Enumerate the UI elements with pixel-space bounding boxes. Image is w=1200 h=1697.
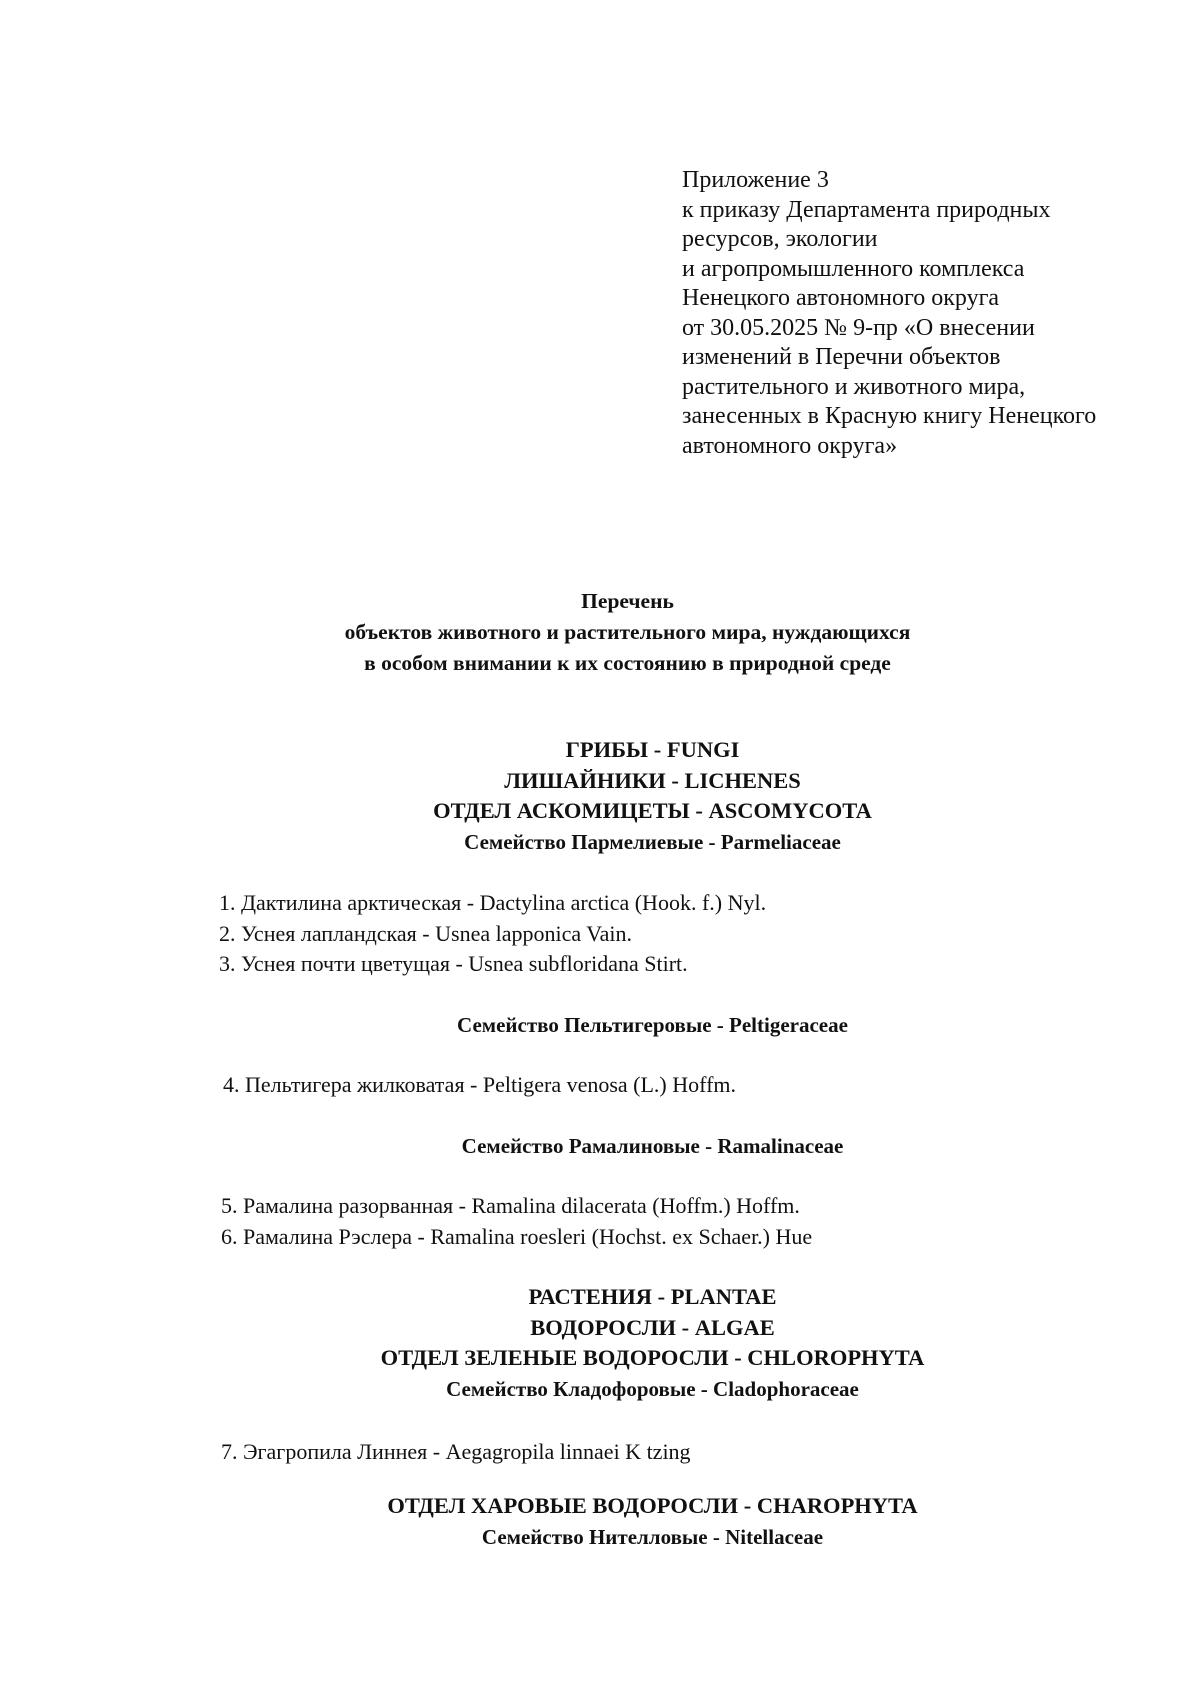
list-item: 2. Уснея лапландская - Usnea lapponica Vain. bbox=[219, 920, 633, 946]
heading-line: ВОДОРОСЛИ - ALGAE bbox=[530, 1314, 775, 1340]
appendix-line: Ненецкого автономного округа bbox=[682, 285, 1000, 311]
heading-line: ОТДЕЛ АСКОМИЦЕТЫ - ASCOMYCOTA bbox=[433, 798, 872, 823]
title-line: Перечень bbox=[581, 589, 674, 613]
section-heading-plantae bbox=[0, 1282, 1200, 1404]
heading-line: ЛИШАЙНИКИ - LICHENES bbox=[504, 767, 801, 793]
title-line: в особом внимании к их состоянию в природной среде bbox=[364, 651, 891, 675]
section-heading-fungi bbox=[0, 735, 1200, 857]
section-heading-ramalinaceae bbox=[0, 1131, 1200, 1162]
list-item: 6. Рамалина Рэслера - Ramalina roesleri (Hochst. ex Schaer.) Hue bbox=[221, 1223, 813, 1249]
list-item: 3. Уснея почти цветущая - Usnea subfloridana Stirt. bbox=[219, 951, 688, 976]
appendix-line: к приказу Департамента природных bbox=[682, 196, 1051, 223]
heading-line: ГРИБЫ - FUNGI bbox=[565, 737, 740, 762]
list-item: 5. Рамалина разорванная - Ramalina dilacerata (Hoffm.) Hoffm. bbox=[221, 1193, 800, 1218]
appendix-line: занесенных в Красную книгу Ненецкого bbox=[682, 403, 1097, 429]
family-heading: Семейство Нителловые - Nitellaceae bbox=[481, 1524, 824, 1549]
heading-line: ОТДЕЛ ЗЕЛЕНЫЕ ВОДОРОСЛИ - CHLOROPHYTA bbox=[380, 1345, 925, 1370]
appendix-line: растительного и животного мира, bbox=[682, 373, 1026, 400]
appendix-line: от 30.05.2025 № 9-пр «О внесении bbox=[682, 314, 1035, 341]
family-heading: Семейство Пармелиевые - Parmeliaceae bbox=[464, 829, 841, 854]
title-line: объектов животного и растительного мира, нуждающихся bbox=[344, 620, 911, 644]
list-item: 4. Пельтигера жилковатая - Peltigera venosa (L.) Hoffm. bbox=[223, 1072, 737, 1097]
document-title bbox=[0, 586, 1200, 679]
list-item: 7. Эгагропила Линнея - Aegagropila linnaei K tzing bbox=[221, 1439, 691, 1464]
list-item: 1. Дактилина арктическая - Dactylina arctica (Hook. f.) Nyl. bbox=[219, 890, 767, 915]
family-heading: Семейство Рамалиновые - Ramalinaceae bbox=[461, 1134, 844, 1158]
section-heading-peltigeraceae bbox=[0, 1010, 1200, 1041]
species-list-parmeliaceae bbox=[219, 888, 766, 980]
species-list-peltigeraceae bbox=[223, 1070, 736, 1101]
heading-line: РАСТЕНИЯ - PLANTAE bbox=[528, 1284, 777, 1309]
appendix-line: ресурсов, экологии bbox=[682, 226, 878, 252]
species-list-ramalinaceae bbox=[221, 1191, 812, 1252]
appendix-line: изменений в Перечни объектов bbox=[682, 344, 1001, 370]
appendix-note bbox=[682, 166, 1182, 461]
appendix-line: и агропромышленного комплекса bbox=[682, 255, 1025, 282]
appendix-line: автономного округа» bbox=[682, 432, 898, 459]
species-list-cladophoraceae bbox=[221, 1437, 691, 1468]
family-heading: Семейство Пельтигеровые - Peltigeraceae bbox=[457, 1013, 848, 1037]
family-heading: Семейство Кладофоровые - Cladophoraceae bbox=[446, 1376, 859, 1401]
appendix-line: Приложение 3 bbox=[682, 167, 829, 193]
heading-line: ОТДЕЛ ХАРОВЫЕ ВОДОРОСЛИ - CHAROPHYTA bbox=[387, 1493, 918, 1518]
section-heading-charophyta bbox=[0, 1491, 1200, 1552]
